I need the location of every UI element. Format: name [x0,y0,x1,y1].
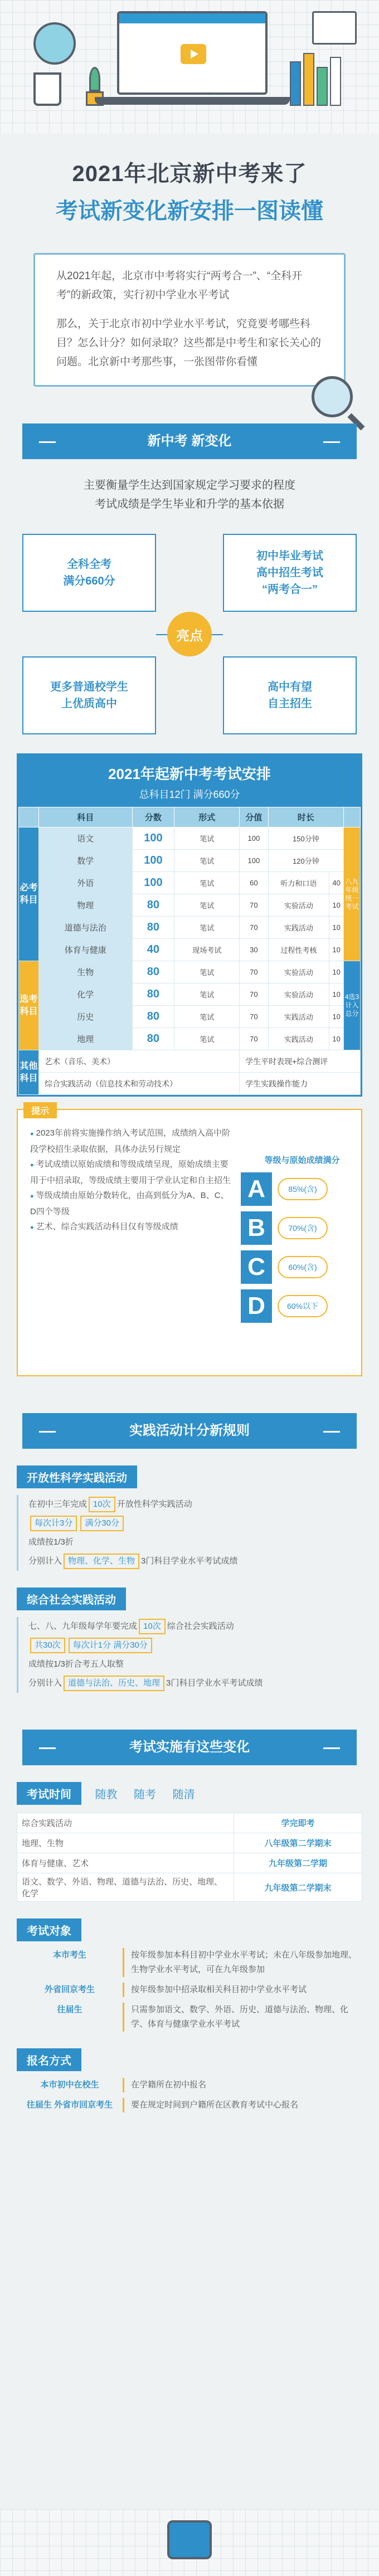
score-cell: 80 [132,917,174,939]
table-row [19,850,361,872]
signup-title: 报名方式 [17,2048,81,2071]
exam-table-subtitle: 总科目12门 满分660分 [139,789,240,800]
social-practice-block [17,1588,362,1693]
target-who: 本市考生 [52,1950,86,1960]
rule-text: 七、八、九年级每学年要完成 [28,1621,138,1631]
highlight-cell [223,534,357,612]
exam-time-title: 考试时间 [17,1782,81,1805]
target-what: 按年级参加本科目初中学业水平考试；未在八年级参加地理、生物学业水平考试，可在九年级参加 [123,1948,362,1977]
tips-box [17,1109,362,1376]
other-subject: 艺术（音乐、美术） [39,1050,240,1073]
rule-text: 综合社会实践活动 [167,1621,234,1631]
form-cell: 笔试 [174,983,240,1006]
section-title-practice: 实践活动计分新规则 [22,1413,357,1449]
rule-text: 成绩按1/3折 [28,1537,74,1547]
rule-text: 分别计入 [28,1678,62,1688]
extra-cell: 实践活动 [268,1006,329,1028]
time-cell: 120分钟 [268,850,343,872]
tip-line: ● 等级成绩由原始分数转化，由高到低分为A、B、C、D四个等级 [30,1188,231,1219]
intro-paragraph-2: 那么，关于北京市初中学业水平考试，究竟要考哪些科目？怎么计分？如何录取？这些都是中考生和家长关心的问题。北京新中考那些事，一张图带你看懂 [56,318,322,368]
time-when: 学完即考 [234,1813,362,1833]
table-row [19,1006,361,1028]
table-row [19,983,361,1006]
score-cell: 80 [132,983,174,1006]
extra-value-cell: 10 [329,1028,344,1050]
tip-line: ● 考试成绩以原始成绩和等级成绩呈现，原始成绩主要用于中招录取，等级成绩主要用于学业认定和自主招生 [30,1157,231,1188]
lead-line-2: 考试成绩是学生毕业和升学的基本依据 [95,498,284,510]
score-cell: 80 [132,894,174,917]
time-subject: 地理、生物 [17,1833,234,1853]
value-cell: 60 [240,872,269,894]
exam-table-title: 2021年起新中考考试安排 [108,766,271,782]
col-header: 分值 [240,807,269,827]
target-what: 只需参加语文、数学、外语、历史、道德与法治、物理、化学、体育与健康学业水平考试 [123,2003,362,2032]
exam-time-modes [95,1785,208,1801]
form-cell: 笔试 [174,850,240,872]
subject-cell: 化学 [39,983,133,1006]
mode-label: 随清 [172,1789,195,1801]
highlight-cell [22,656,156,734]
extra-cell: 实践活动 [268,1028,329,1050]
play-icon [181,44,206,64]
rule-text: 3门科目学业水平考试成绩 [166,1678,263,1688]
rule-highlight: 10次 [89,1497,115,1512]
table-row [19,1050,361,1073]
table-row [17,1813,362,1833]
time-subject: 语文、数学、外语、物理、道德与法治、历史、地理、化学 [17,1873,234,1902]
lead-line-1: 主要衡量学生达到国家规定学习要求的程度 [84,479,295,491]
grade-scale-title: 等级与原始成绩满分 [264,1156,340,1165]
table-row [19,872,361,894]
time-cell: 150分钟 [268,827,343,850]
value-cell: 70 [240,1028,269,1050]
form-cell: 笔试 [174,827,240,850]
optional-note: 4选3计入总分 [344,961,361,1050]
list-item [17,2078,362,2092]
highlight-badge: 亮点 [167,612,212,656]
extra-value-cell: 10 [329,1006,344,1028]
signup-block [17,2048,362,2112]
laptop-base [95,97,290,105]
section-title-implementation: 考试实施有这些变化 [22,1730,357,1765]
subject-cell: 道德与法治 [39,917,133,939]
extra-cell: 实验活动 [268,961,329,983]
value-cell: 70 [240,961,269,983]
grade-percent: 85%(含) [278,1178,328,1200]
rule-highlight: 道德与法治、历史、地理 [64,1676,164,1691]
compulsory-note: 八九年级统一考试 [344,827,361,961]
extra-value-cell: 10 [329,939,344,961]
form-cell: 笔试 [174,1006,240,1028]
grade-percent: 60%以下 [278,1295,328,1317]
value-cell: 70 [240,1006,269,1028]
other-note: 学生实践操作能力 [240,1073,361,1095]
target-what: 按年级参加中招录取相关科目初中学业水平考试 [123,1983,362,1997]
col-header: 时长 [268,807,343,827]
exam-schedule-table [17,753,362,1097]
grade-letter: B [241,1211,272,1245]
globe-icon [33,22,76,65]
exam-time-block [17,1782,362,1902]
subject-cell: 物理 [39,894,133,917]
col-header: 形式 [174,807,240,827]
subject-cell: 体育与健康 [39,939,133,961]
intro-paragraph-1: 从2021年起，北京市中考将实行“两考合一”、“全科开考”的新政策，实行初中学业水平考试 [56,270,303,301]
highlight-cell [223,656,357,734]
grade-letter: A [241,1172,272,1206]
list-item [17,1948,362,1977]
score-cell: 100 [132,850,174,872]
calendar-icon [312,11,357,45]
extra-cell: 听力和口语 [268,872,329,894]
group-compulsory: 必考科目 [19,827,39,961]
section-lead [0,476,379,514]
rule-highlight: 物理、化学、生物 [64,1554,139,1569]
value-cell: 30 [240,939,269,961]
rule-text: 开放性科学实践活动 [116,1499,192,1509]
pen-holder-icon [33,72,61,106]
value-cell: 70 [240,917,269,939]
extra-cell: 实验活动 [268,983,329,1006]
target-who: 往届生 [57,2005,82,2014]
grade-percent: 60%(含) [278,1256,328,1278]
science-practice-block [17,1465,362,1571]
group-optional: 选考科目 [19,961,39,1050]
mode-label: 随教 [95,1789,118,1801]
rule-text: 成绩按1/3折合考五人取整 [28,1659,124,1669]
grade-percent: 70%(含) [278,1217,328,1239]
score-cell: 100 [132,872,174,894]
rule-highlight: 每次计3分 [30,1516,77,1531]
extra-value-cell: 10 [329,917,344,939]
form-cell: 笔试 [174,872,240,894]
table-row [19,939,361,961]
subject-cell: 数学 [39,850,133,872]
grade-letter: C [241,1250,272,1284]
score-cell: 80 [132,961,174,983]
score-cell: 80 [132,1028,174,1050]
col-header: 分数 [132,807,174,827]
highlight-text: 高中有望 自主招生 [268,681,312,710]
extra-value-cell: 40 [329,872,344,894]
signup-what: 要在规定时间到户籍所在区教育考试中心报名 [123,2098,362,2112]
table-row [19,961,361,983]
group-other: 其他科目 [19,1050,39,1095]
highlight-text: 初中毕业考试 高中招生考试 “两考合一” [256,550,323,596]
col-header: 科目 [39,807,133,827]
social-practice-title: 综合社会实践活动 [17,1588,126,1610]
rule-text: 在初中三年完成 [28,1499,88,1509]
highlight-text: 全科全考 满分660分 [63,558,115,587]
table-row [19,894,361,917]
section-title-changes: 新中考 新变化 [22,423,357,459]
books-icon [290,50,351,106]
extra-value-cell: 10 [329,894,344,917]
signup-who: 本市初中在校生 [40,2080,99,2090]
time-when: 九年级第二学期 [234,1853,362,1873]
form-cell: 笔试 [174,961,240,983]
highlight-cell [22,534,156,612]
grade-letter: D [241,1289,272,1323]
extra-cell: 实验活动 [268,894,329,917]
extra-cell: 实践活动 [268,917,329,939]
rule-highlight: 每次计1分 满分30分 [69,1638,152,1653]
extra-cell: 过程性考核 [268,939,329,961]
list-item [17,2098,362,2112]
list-item [17,1983,362,1997]
hero-illustration [0,0,379,134]
value-cell: 70 [240,894,269,917]
highlight-text: 更多普通校学生 上优质高中 [50,681,128,710]
other-note: 学生平时表现+综合测评 [240,1050,361,1073]
tip-line: ● 2023年前将实施操作纳入考试范围，成绩纳入高中阶段学校招生录取依据，具体办法另行规定 [30,1126,231,1157]
form-cell: 现场考试 [174,939,240,961]
table-row [19,1028,361,1050]
form-cell: 笔试 [174,894,240,917]
subject-cell: 地理 [39,1028,133,1050]
table-row [19,827,361,850]
page-title: 2021年北京新中考来了 [72,162,307,186]
rule-highlight: 共30次 [30,1638,65,1653]
laptop-icon [117,11,268,95]
table-row [17,1833,362,1853]
schoolbag-icon [167,2520,212,2559]
value-cell: 100 [240,850,269,872]
subject-cell: 语文 [39,827,133,850]
exam-target-title: 考试对象 [17,1918,81,1941]
rule-highlight: 满分30分 [80,1516,124,1531]
table-row [19,1073,361,1095]
rule-text: 3门科目学业水平考试成绩 [141,1556,238,1566]
subject-cell: 外语 [39,872,133,894]
form-cell: 笔试 [174,1028,240,1050]
subject-cell: 历史 [39,1006,133,1028]
signup-what: 在学籍所在初中报名 [123,2078,362,2092]
list-item [17,2003,362,2032]
time-subject: 综合实践活动 [17,1813,234,1833]
value-cell: 70 [240,983,269,1006]
form-cell: 笔试 [174,917,240,939]
extra-value-cell: 10 [329,983,344,1006]
target-who: 外省回京考生 [44,1985,95,1994]
time-when: 九年级第二学期末 [234,1873,362,1902]
tip-line: ● 艺术、综合实践活动科目仅有等级成绩 [30,1219,231,1235]
score-cell: 100 [132,827,174,850]
table-row [17,1873,362,1902]
grade-scale [241,1155,363,1323]
time-subject: 体育与健康、艺术 [17,1853,234,1873]
subject-cell: 生物 [39,961,133,983]
intro-box [33,253,346,387]
science-practice-title: 开放性科学实践活动 [17,1465,137,1488]
signup-who: 往届生 外省市回京考生 [26,2100,113,2110]
footer-illustration [0,2509,379,2576]
rule-text: 分别计入 [28,1556,62,1566]
rule-highlight: 10次 [139,1619,166,1634]
extra-value-cell: 10 [329,961,344,983]
score-cell: 40 [132,939,174,961]
highlights-grid [22,534,357,734]
exam-target-block [17,1918,362,2032]
other-subject: 综合实践活动（信息技术和劳动技术） [39,1073,240,1095]
page-subtitle: 考试新变化新安排一图读懂 [56,199,323,223]
table-row [17,1853,362,1873]
score-cell: 80 [132,1006,174,1028]
time-when: 八年级第二学期末 [234,1833,362,1853]
magnifier-icon [312,376,353,417]
value-cell: 100 [240,827,269,850]
tips-tag: 提示 [23,1102,57,1118]
mode-label: 随考 [134,1789,157,1801]
table-row [19,917,361,939]
